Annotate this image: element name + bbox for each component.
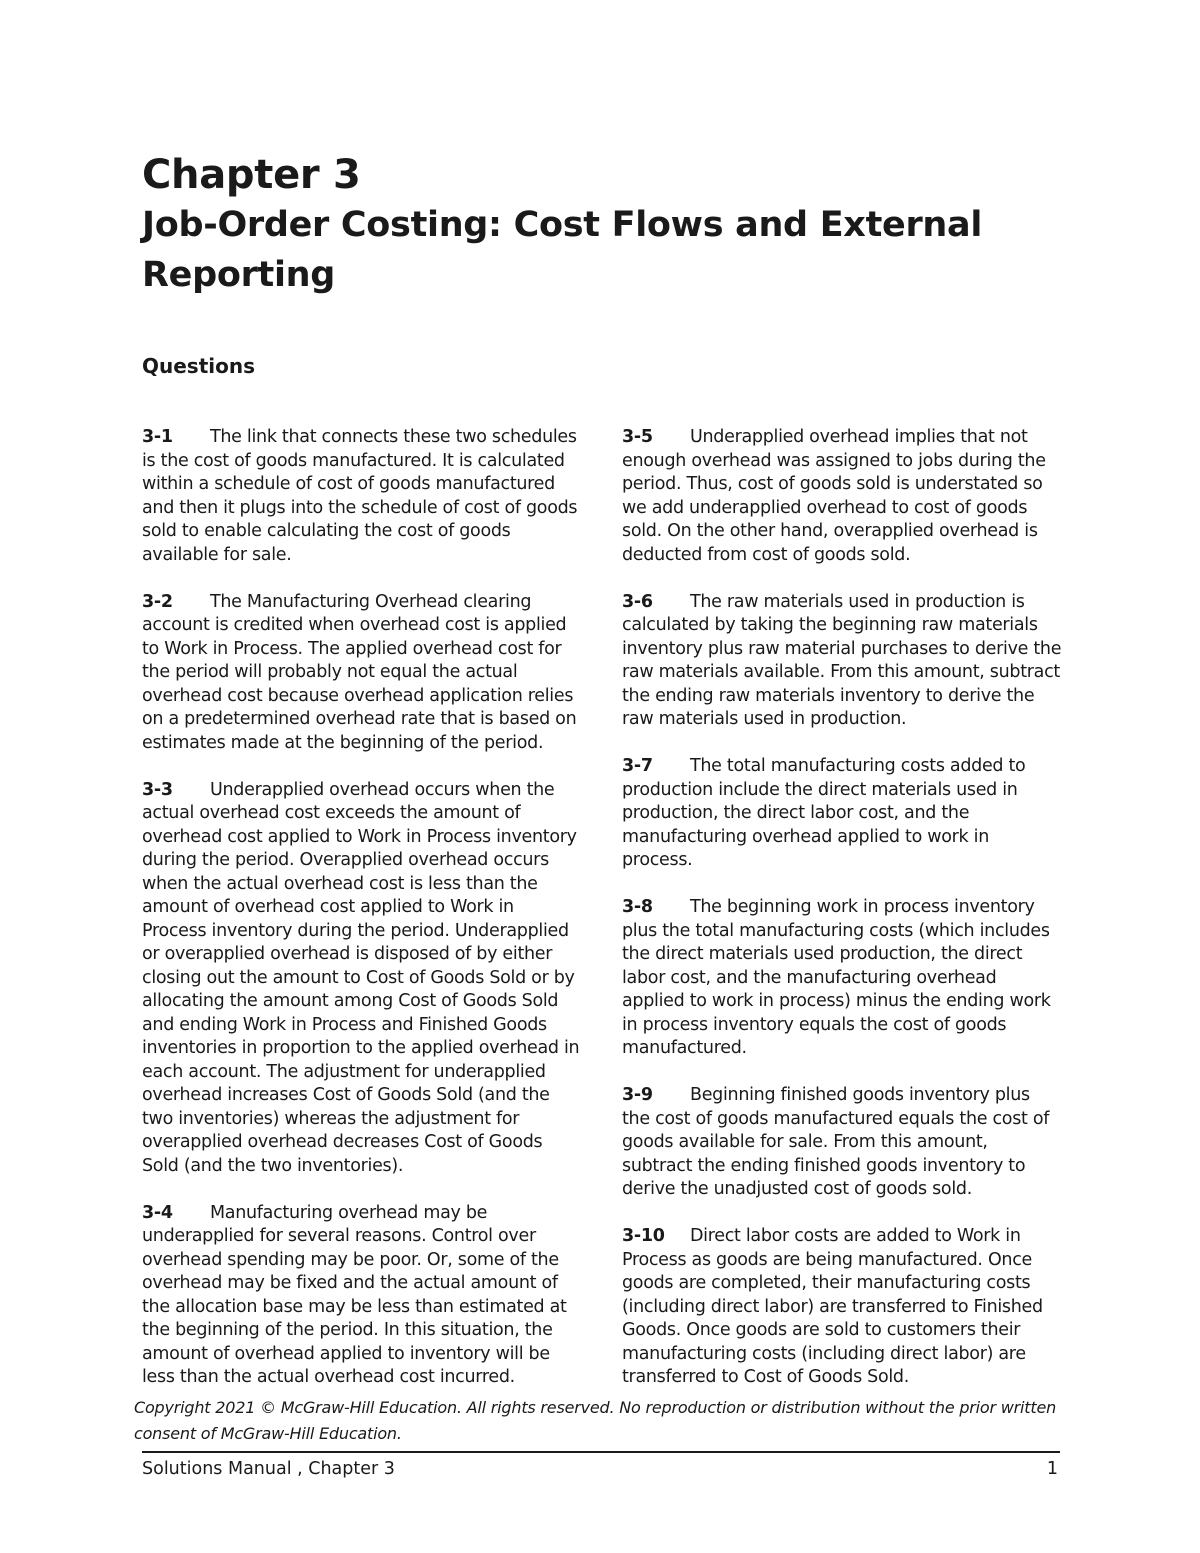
- answer-3-2: [142, 591, 582, 756]
- answer-text: The Manufacturing Overhead clearing account is credited when overhead cost is applied to Work in Process. The applied overhead cost for the period will probably not equal the actual overhead cost because overhead application relies on a predetermined overhead rate that is based on estimates made at the beginning of the period.: [142, 591, 577, 753]
- answer-text: Beginning finished goods inventory plus the cost of goods manufactured equals the cost of goods available for sale. From this amount, subtract the ending finished goods inventory to derive the unadjusted cost of goods sold.: [622, 1085, 1050, 1199]
- answer-text: Manufacturing overhead may be underapplied for several reasons. Control over overhead spending may be poor. Or, some of the overhead may be fixed and the actual amount of the allocation base may be less than estimated at the beginning of the period. In this situation, the amount of overhead applied to inventory will be less than the actual overhead cost incurred.: [142, 1202, 567, 1387]
- answer-text: Underapplied overhead implies that not enough overhead was assigned to jobs during the period. Thus, cost of goods sold is understated so we add underapplied overhead to cost of goods sold. On the other hand, overapplied overhead is deducted from cost of goods sold.: [622, 427, 1046, 565]
- copyright-notice: Copyright 2021 © McGraw-Hill Education. All rights reserved. No reproduction or distribution without the prior written consent of McGraw-Hill Education.: [134, 1398, 1057, 1443]
- answer-number: 3-6: [622, 591, 653, 612]
- answer-text: The total manufacturing costs added to production include the direct materials used in production, the direct labor cost, and the manufacturing overhead applied to work in process.: [622, 756, 1026, 870]
- answer-3-4: [142, 1202, 582, 1390]
- answer-3-1: [142, 426, 582, 567]
- chapter-title: Chapter 3: [142, 152, 361, 198]
- answer-number: 3-1: [142, 427, 173, 447]
- answer-3-10: [622, 1225, 1062, 1390]
- answer-text: The beginning work in process inventory plus the total manufacturing costs (which includes the direct materials used production, the direct labor cost, and the manufacturing overhead applied to work in process) minus the ending work in process inventory equals the cost of goods manufactured.: [622, 897, 1051, 1058]
- answer-text: The link that connects these two schedules is the cost of goods manufactured. It is calculated within a schedule of cost of goods manufactured and then it plugs into the schedule of cost of goods sold to enable calculating the cost of goods available for sale.: [142, 427, 578, 565]
- answer-text: Direct labor costs are added to Work in Process as goods are being manufactured. Once goods are completed, their manufacturing costs (including direct labor) are transferred to Finished Goods. Once goods are sold to customers their manufacturing costs (including direct labor) are transferred to Cost of Goods Sold.: [622, 1226, 1043, 1387]
- answer-number: 3-5: [622, 427, 653, 447]
- answer-text: The raw materials used in production is calculated by taking the beginning raw materials inventory plus raw material purchases to derive the raw materials available. From this amount, subtract the ending raw materials inventory to derive the raw materials used in production.: [622, 591, 1062, 729]
- answer-number: 3-3: [142, 779, 173, 800]
- answer-number: 3-4: [142, 1202, 173, 1223]
- answer-3-8: [622, 896, 1062, 1061]
- answer-3-5: [622, 426, 1062, 567]
- answer-number: 3-7: [622, 756, 653, 776]
- chapter-subtitle: Job-Order Costing: Cost Flows and External Reporting: [142, 205, 983, 295]
- page-number: 1: [1046, 1459, 1058, 1479]
- footer-title: Solutions Manual , Chapter 3: [142, 1459, 395, 1479]
- answer-number: 3-2: [142, 591, 173, 612]
- answer-number: 3-8: [622, 897, 653, 917]
- answer-number: 3-9: [622, 1085, 653, 1105]
- answer-3-9: [622, 1084, 1062, 1202]
- answer-3-6: [622, 591, 1062, 732]
- answer-3-3: [142, 779, 582, 1179]
- left-column: [142, 426, 582, 1413]
- answer-number: 3-10: [622, 1226, 665, 1246]
- footer-divider: [142, 1451, 1060, 1453]
- right-column: [622, 426, 1062, 1413]
- answer-3-7: [622, 755, 1062, 873]
- section-heading: Questions: [142, 354, 256, 378]
- answer-text: Underapplied overhead occurs when the actual overhead cost exceeds the amount of overhead cost applied to Work in Process inventory during the period. Overapplied overhead occurs when the actual overhead cost is less than the amount of overhead cost applied to Work in Process inventory during the period. Underapplied or overapplied overhead is disposed of by either closing out the amount to Cost of Goods Sold or by allocating the amount among Cost of Goods Sold and ending Work in Process and Finished Goods inventories in proportion to the applied overhead in each account. The adjustment for underapplied overhead increases Cost of Goods Sold (and the two inventories) whereas the adjustment for overapplied overhead decreases Cost of Goods Sold (and the two inventories).: [142, 779, 580, 1176]
